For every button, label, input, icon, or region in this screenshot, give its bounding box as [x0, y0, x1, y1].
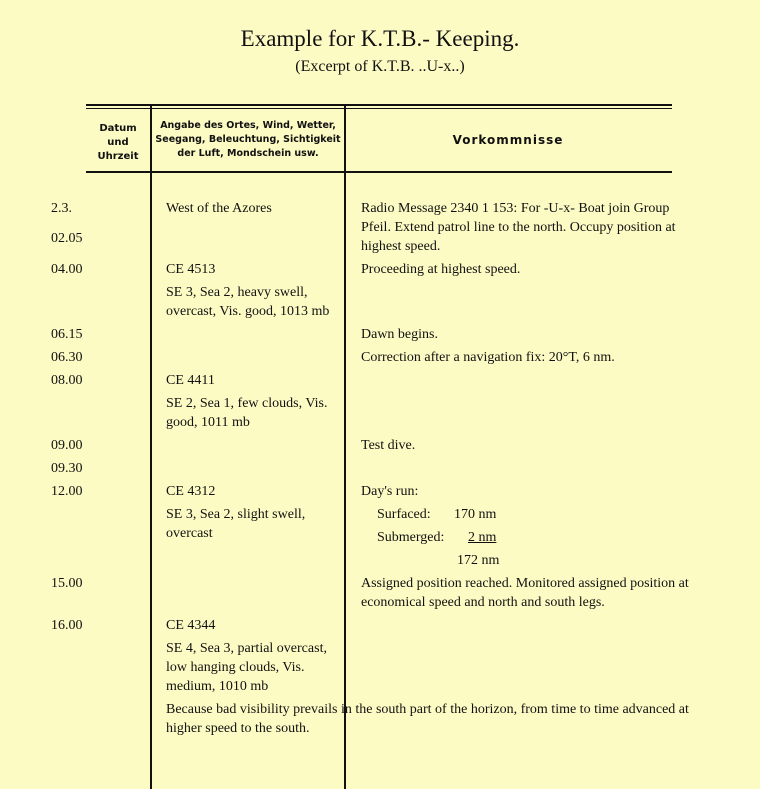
entry-note: higher speed to the south.	[166, 721, 310, 736]
entry-location: CE 4344	[166, 618, 216, 633]
column-divider-1	[150, 106, 152, 789]
entry-weather: SE 3, Sea 2, heavy swell,	[166, 285, 308, 300]
header-ort-line: der Luft, Mondschein usw.	[177, 148, 319, 159]
entry-time: 06.30	[51, 350, 83, 365]
header-ort-line: Angabe des Ortes, Wind, Wetter,	[160, 120, 336, 131]
days-run-submerged-label: Submerged:	[377, 530, 445, 545]
entry-time: 04.00	[51, 262, 83, 277]
entry-weather: SE 2, Sea 1, few clouds, Vis.	[166, 396, 328, 411]
entry-location: CE 4513	[166, 262, 216, 277]
entry-time: 02.05	[51, 231, 83, 246]
entry-time: 15.00	[51, 576, 83, 591]
entry-weather: SE 4, Sea 3, partial overcast,	[166, 641, 327, 656]
entry-event: Day's run:	[361, 484, 419, 499]
days-run-surfaced-label: Surfaced:	[377, 507, 431, 522]
header-bottom-rule	[86, 171, 672, 173]
header-ort	[152, 119, 344, 161]
entry-time: 16.00	[51, 618, 83, 633]
entry-weather: overcast, Vis. good, 1013 mb	[166, 304, 330, 319]
entry-event: Radio Message 2340 1 153: For -U-x- Boat join Group	[361, 201, 670, 216]
entry-time: 08.00	[51, 373, 83, 388]
header-vorkommnisse: Vorkommnisse	[452, 133, 564, 147]
entry-event: Test dive.	[361, 438, 416, 453]
days-run-submerged-value: 2 nm	[468, 530, 497, 545]
entry-weather: good, 1011 mb	[166, 415, 250, 430]
table-top-rule	[86, 104, 672, 106]
header-datum	[86, 122, 150, 164]
entry-location: CE 4411	[166, 373, 215, 388]
entry-time: 09.30	[51, 461, 83, 476]
entry-weather: SE 3, Sea 2, slight swell,	[166, 507, 306, 522]
entry-note: Because bad visibility prevails in the south part of the horizon, from time to time advanced at	[166, 702, 689, 717]
entry-time: 2.3.	[51, 201, 72, 216]
header-datum-line: Datum	[99, 123, 137, 134]
entry-time: 09.00	[51, 438, 83, 453]
entry-time: 12.00	[51, 484, 83, 499]
header-datum-line: Uhrzeit	[97, 151, 139, 162]
entry-time: 06.15	[51, 327, 83, 342]
table-top-rule-thin	[86, 108, 672, 109]
entry-event: Dawn begins.	[361, 327, 438, 342]
entry-location: West of the Azores	[166, 201, 272, 216]
entry-location: CE 4312	[166, 484, 216, 499]
entry-weather: overcast	[166, 526, 213, 541]
entry-event: Proceeding at highest speed.	[361, 262, 521, 277]
entry-event: Assigned position reached. Monitored assigned position at	[361, 576, 689, 591]
page-title: Example for K.T.B.- Keeping.	[240, 26, 520, 51]
days-run-surfaced-value: 170 nm	[454, 507, 497, 522]
column-divider-2	[344, 106, 346, 789]
entry-weather: low hanging clouds, Vis.	[166, 660, 305, 675]
entry-event: Pfeil. Extend patrol line to the north. Occupy position at	[361, 220, 676, 235]
entry-event: economical speed and north and south legs.	[361, 595, 605, 610]
header-datum-line: und	[107, 137, 129, 148]
page-subtitle: (Excerpt of K.T.B. ..U-x..)	[295, 58, 465, 75]
entry-event: Correction after a navigation fix: 20°T, 6 nm.	[361, 350, 615, 365]
header-ort-line: Seegang, Beleuchtung, Sichtigkeit	[155, 134, 341, 145]
entry-event: highest speed.	[361, 239, 441, 254]
entry-weather: medium, 1010 mb	[166, 679, 269, 694]
days-run-total: 172 nm	[457, 553, 500, 568]
